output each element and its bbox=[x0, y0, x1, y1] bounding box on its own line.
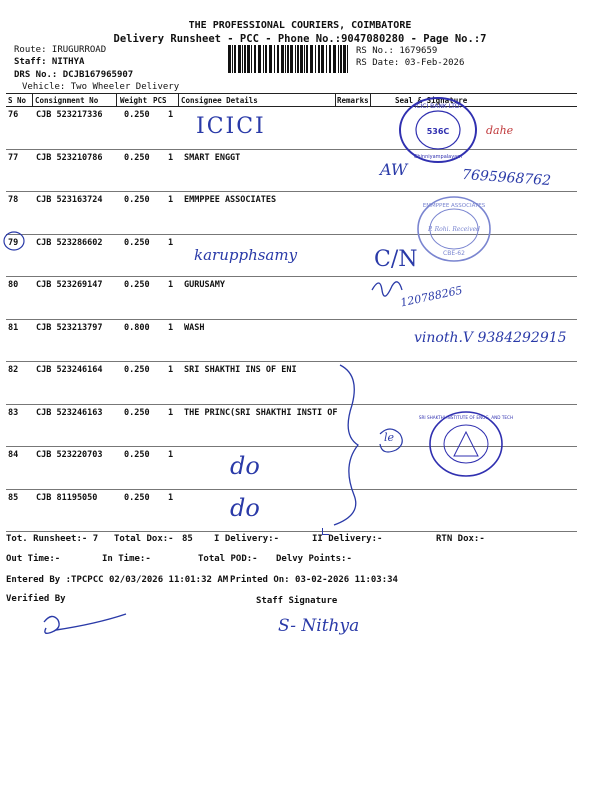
row-weight: 0.250 bbox=[124, 110, 150, 120]
row-consignment-no: CJB 523246164 bbox=[36, 365, 103, 375]
row-consignee: SMART ENGGT bbox=[184, 152, 241, 163]
row-weight: 0.250 bbox=[124, 450, 150, 460]
handwriting-phone-80: 120788265 bbox=[399, 283, 464, 310]
row-sno: 79 bbox=[8, 237, 19, 248]
row-weight: 0.250 bbox=[124, 492, 150, 503]
row-consignment-no: CJB 523286602 bbox=[36, 237, 103, 248]
col-remarks: Remarks bbox=[337, 96, 369, 105]
row-sno: 85 bbox=[8, 492, 19, 503]
handwriting-icici: ICICI bbox=[196, 114, 266, 139]
row-consignment-no: CJB 523246163 bbox=[36, 407, 103, 418]
rs-number: RS No.: 1679659 bbox=[356, 46, 438, 56]
shakthi-stamp-name: SRI SHAKTHI INSTITUTE OF ENGG. AND TECH bbox=[418, 415, 514, 420]
row-sno: 83 bbox=[8, 407, 19, 418]
row-weight: 0.250 bbox=[124, 195, 150, 205]
delivery-tick-mark bbox=[322, 528, 329, 535]
row-consignment-no: CJB 81195050 bbox=[36, 492, 98, 503]
icici-stamp-branch: Chinniyampalayam bbox=[413, 154, 463, 160]
icici-stamp-code: 536C bbox=[426, 127, 450, 136]
col-seal-signature: Seal & Signature bbox=[395, 96, 468, 105]
row-pcs: 1 bbox=[168, 492, 174, 503]
row-weight: 0.250 bbox=[124, 365, 150, 375]
emmppee-stamp-note: P. Rohi. Received bbox=[427, 226, 481, 233]
row-weight: 0.250 bbox=[124, 280, 150, 290]
handwriting-vinoth: vinoth.V 9384292915 bbox=[414, 330, 567, 346]
staff-label: Staff: NITHYA bbox=[14, 57, 85, 67]
row-pcs: 1 bbox=[168, 110, 174, 120]
total-dox-label: Total Dox:- bbox=[114, 534, 174, 544]
entered-by: Entered By :TPCPCC 02/03/2026 11:01:32 AM bbox=[6, 575, 229, 585]
total-dox-value: 85 bbox=[182, 534, 193, 544]
col-weight: Weight bbox=[120, 96, 148, 105]
icici-stamp-name: ICICI BANK LTD. bbox=[414, 103, 462, 110]
handwriting-mark-83: le bbox=[384, 431, 395, 444]
handwriting-ditto-84: do bbox=[230, 452, 260, 480]
i-delivery-label: I Delivery:- bbox=[214, 534, 280, 544]
company-title: THE PROFESSIONAL COURIERS, COIMBATORE bbox=[188, 20, 412, 31]
row-consignment-no: CJB 523210786 bbox=[36, 152, 103, 163]
row-pcs: 1 bbox=[168, 322, 174, 333]
handwriting-cn-mark: C/N bbox=[374, 247, 418, 272]
handwriting-phone-77: 7695968762 bbox=[461, 166, 552, 190]
row-consignee: SRI SHAKTHI INS OF ENI bbox=[184, 365, 297, 375]
col-sno: S No bbox=[8, 96, 27, 105]
rs-date: RS Date: 03-Feb-2026 bbox=[356, 58, 465, 68]
verified-by-label: Verified By bbox=[6, 594, 66, 604]
col-consignment: Consignment No bbox=[35, 96, 99, 105]
col-pcs: PCS bbox=[153, 96, 167, 105]
row-pcs: 1 bbox=[168, 407, 174, 418]
row-consignee: EMMPPEE ASSOCIATES bbox=[184, 195, 277, 205]
row-consignment-no: CJB 523220703 bbox=[36, 450, 103, 460]
row-weight: 0.800 bbox=[124, 322, 150, 333]
row-consignee: GURUSAMY bbox=[184, 280, 225, 290]
row-consignee: WASH bbox=[184, 322, 205, 333]
shakthi-institute-stamp bbox=[418, 410, 514, 480]
row-pcs: 1 bbox=[168, 365, 174, 375]
row-sno: 76 bbox=[8, 110, 19, 120]
col-consignee: Consignee Details bbox=[181, 96, 258, 105]
drs-number: DRS No.: DCJB167965907 bbox=[14, 70, 134, 80]
row-weight: 0.250 bbox=[124, 237, 150, 248]
handwriting-karupphsamy: karupphsamy bbox=[194, 246, 298, 264]
row-pcs: 1 bbox=[168, 195, 174, 205]
staff-signature-handwriting: S- Nithya bbox=[278, 616, 360, 636]
row-sno: 81 bbox=[8, 322, 19, 333]
row-sno: 80 bbox=[8, 280, 19, 290]
row-consignment-no: CJB 523213797 bbox=[36, 322, 103, 333]
ii-delivery-label: II Delivery:- bbox=[312, 534, 383, 544]
emmppee-stamp-code: CBE-62 bbox=[443, 250, 465, 257]
handwriting-signature-77: AW bbox=[380, 160, 408, 179]
out-time-label: Out Time:- bbox=[6, 554, 61, 564]
staff-signature-label: Staff Signature bbox=[256, 596, 338, 606]
row-consignment-no: CJB 523217336 bbox=[36, 110, 103, 120]
handwriting-ditto-85: do bbox=[230, 494, 260, 522]
delvy-points-label: Delvy Points:- bbox=[276, 554, 352, 564]
tot-runsheet: Tot. Runsheet:- 7 bbox=[6, 534, 99, 544]
row-weight: 0.250 bbox=[124, 407, 150, 418]
row-pcs: 1 bbox=[168, 280, 174, 290]
row-pcs: 1 bbox=[168, 450, 174, 460]
row-sno: 82 bbox=[8, 365, 19, 375]
row-pcs: 1 bbox=[168, 237, 174, 248]
runsheet-subtitle: Delivery Runsheet - PCC - Phone No.:9047080280 - Page No.:7 bbox=[113, 33, 487, 45]
handwriting-side-note: dahe bbox=[486, 124, 514, 137]
row-consignment-no: CJB 523163724 bbox=[36, 195, 103, 205]
row-consignee: THE PRINC(SRI SHAKTHI INSTI OF bbox=[184, 407, 338, 418]
icici-bank-stamp bbox=[398, 96, 482, 164]
row-sno: 78 bbox=[8, 195, 19, 205]
route-label: Route: IRUGURROAD bbox=[14, 45, 107, 55]
row-weight: 0.250 bbox=[124, 152, 150, 163]
row-sno: 84 bbox=[8, 450, 19, 460]
printed-on: Printed On: 03-02-2026 11:03:34 bbox=[230, 575, 398, 585]
row-sno: 77 bbox=[8, 152, 19, 163]
emmppee-stamp bbox=[416, 195, 494, 265]
in-time-label: In Time:- bbox=[102, 554, 151, 564]
total-pod-label: Total POD:- bbox=[198, 554, 258, 564]
vehicle-label: Vehicle: Two Wheeler Delivery bbox=[22, 82, 180, 92]
row-pcs: 1 bbox=[168, 152, 174, 163]
row-consignment-no: CJB 523269147 bbox=[36, 280, 103, 290]
rtn-dox-label: RTN Dox:- bbox=[436, 534, 485, 544]
emmppee-stamp-name: EMMPPEE ASSOCIATES bbox=[422, 203, 486, 209]
